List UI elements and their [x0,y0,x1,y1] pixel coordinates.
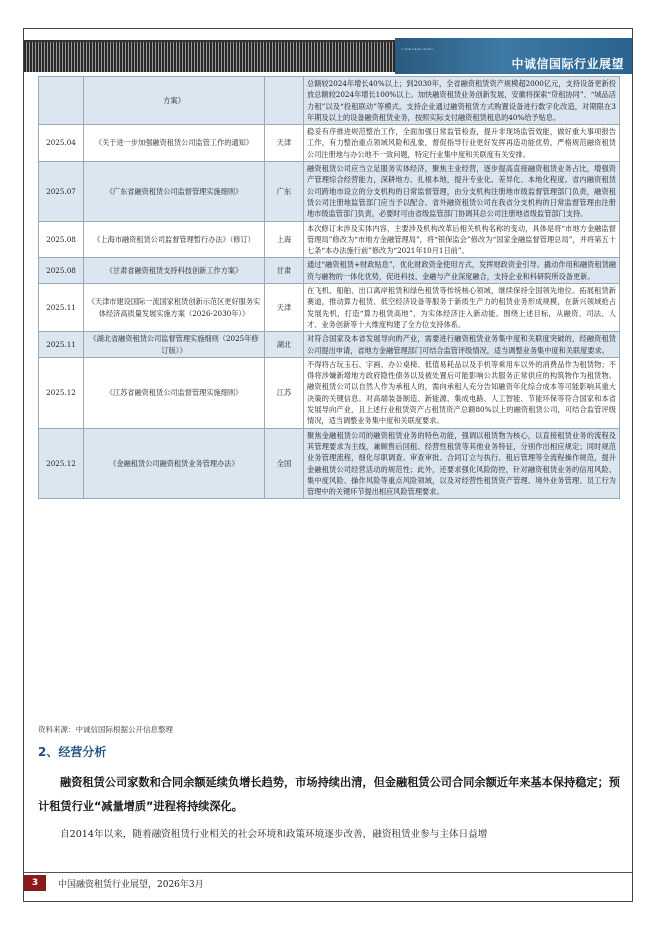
row-policy-name: 《江苏省融资租赁公司监督管理实施细则》 [84,357,265,428]
row-content: 通过“融资租赁+财政贴息”，优化财政资金使用方式，发挥财政资金引导、撬动作用和融资租赁融资与融物的一体化优势，促进科技、金融与产业深度融合，支持企业和科研院所设备更新。 [304,258,620,284]
table-row [39,221,620,258]
table-row [39,332,620,358]
row-policy-name: 《湖北省融资租赁公司监督管理实施细则（2025年修订版）》 [84,332,265,358]
section-title: 2、经营分析 [38,745,107,759]
page-number: 3 [24,875,46,891]
row-region: 上海 [265,221,304,258]
row-region [265,77,304,125]
row-policy-name: 《天津市建设国际一流国家租赁创新示范区更好服务实体经济高质量发展实施方案（2026-2030年）》 [84,284,265,332]
table-row [39,357,620,428]
row-date: 2025.11 [39,332,84,358]
row-date: 2025.08 [39,221,84,258]
footer-rule [24,872,632,873]
row-policy-name: 《甘肃省融资租赁支持科技创新工作方案》 [84,258,265,284]
row-content: 融资租赁公司应当立足服务实体经济，聚焦主业经营，逐步提高直接融资租赁业务占比，增强资产管理综合经营能力，深耕地方、扎根本地，提升专业化、差异化、本地化程度。省内融资租赁公司跨地市设立的分支机构的日常监督管理，由分支机构注册地市级监督管理部门负责，融资租赁公司注册地监管部门应当予以配合。省外融资租赁公司在我省分支机构的日常监督管理由注册地市级监管部门负责，必要时可由省级监管部门协调其总公司注册地省级监管部门支持。 [304,162,620,221]
row-region: 甘肃 [265,258,304,284]
row-date: 2025.11 [39,284,84,332]
row-content: 不得将古玩玉石、字画、办公桌椅、低值易耗品以及手机等乘用车以外的消费品作为租赁物；不得将涉嫌新增地方政府隐性债务以及被处置后可能影响公共服务正常供应的构筑物作为租赁物。融资租赁公司以自然人作为承租人的，需向承租人充分告知融资年化综合成本等可能影响其重大决策的关键信息。对高端装备制造、新能源、集成电路、人工智能、节能环保等符合国家和本省发展导向产业，且上述行业租赁资产占租赁资产总额80%以上的融资租赁公司，可结合监管评级情况，适当调整业务集中度和关联度要求。 [304,357,620,428]
row-region: 广东 [265,162,304,221]
row-policy-name: 《金融租赁公司融资租赁业务管理办法》 [84,428,265,499]
body-paragraph: 自2014年以来，随着融资租赁行业相关的社会环境和政策环境逐步改善，融资租赁业参与主体日益增 [60,829,488,840]
brand-title: 中诚信国际行业展望 [511,57,624,71]
row-content: 本次修订未涉及实体内容，主要涉及机构改革后相关机构名称的变动，具体是将“市地方金融监督管理局”修改为“市地方金融管理局”，将“银保监会”修改为“国家金融监督管理总局”，并将第五十七条“本办法施行前”修改为“2021年10月1日前”。 [304,221,620,258]
row-content: 聚焦金融租赁公司的融资租赁业务的特色功能，强调以租赁物为核心，以直接租赁业务的流程及其管理要求为主线，兼顾售后回租、经营性租赁等其他业务特征，分别作出相应规定；同时规范业务管理流程，细化尽职调查、审查审批、合同订立与执行、租后管理等全流程操作规范，提升金融租赁公司经营活动的规范性；此外，还要求强化风险防控，针对融资租赁业务的信用风险、集中度风险、操作风险等重点风险领域，以及对经营性租赁资产管理、境外业务管理、员工行为管理中的关键环节提出相应风险管理要求。 [304,428,620,499]
row-date: 2025.08 [39,258,84,284]
table-row [39,284,620,332]
policy-table [38,76,620,499]
summary-paragraph: 融资租赁公司家数和合同余额延续负增长趋势，市场持续出清，但金融租赁公司合同余额近年来基本保持稳定；预计租赁行业“减量增质”进程将持续深化。 [38,776,620,813]
row-region: 天津 [265,125,304,162]
row-policy-name: 《关于进一步加强融资租赁公司监管工作的通知》 [84,125,265,162]
row-date [39,77,84,125]
row-policy-name: 方案》 [84,77,265,125]
circuit-pattern-icon: ⋯⊶⋯⊷⋯⊶⋯ [401,46,434,53]
row-date: 2025.12 [39,428,84,499]
row-policy-name: 《广东省融资租赁公司监督管理实施细则》 [84,162,265,221]
header-brand-banner [395,38,632,74]
row-content: 在飞机、船舶、出口离岸租赁和绿色租赁等传统核心领域，继续保持全国领先地位。拓展租赁新赛道，推动算力租赁、低空经济设备等服务于新质生产力的租赁业务形成规模，在新兴领域抢占发展先机，打造“算力租赁高地”，为实体经济注入新动能。围绕上述目标，从融资、司法、人才、业务创新等十大维度构建了全方位支持体系。 [304,284,620,332]
row-content: 总额较2024年增长40%以上；到2030年，全省融资租赁资产规模超2000亿元，支持设备更新投放总额较2024年增长100%以上。加快融资租赁业务创新发展，安徽将探索“贷租协同”、“城品活力租”以及“投租联动”等模式。支持企业通过融资租赁方式购置设备进行数字化改造，对期限在3年期及以上的设备融资租赁业务，按照实际支付融资租赁租息的40%给予贴息。 [304,77,620,125]
row-region: 全国 [265,428,304,499]
row-region: 江苏 [265,357,304,428]
row-date: 2025.12 [39,357,84,428]
row-region: 湖北 [265,332,304,358]
row-content: 对符合国家及本省发展导向的产业，需要进行融资租赁业务集中度和关联度突破的，经融资租赁公司提出申请，省地方金融管理部门可结合监管评级情况，适当调整业务集中度和关联度要求。 [304,332,620,358]
table-row [39,258,620,284]
row-region: 天津 [265,284,304,332]
row-date: 2025.04 [39,125,84,162]
table-row [39,162,620,221]
footer-text: 中国融资租赁行业展望，2026年3月 [58,880,204,890]
source-note: 资料来源：中诚信国际根据公开信息整理 [38,725,173,734]
table-row [39,77,620,125]
row-content: 稳妥有序推进规范整治工作，全面加强日常监管检查，提升非现场监管效能，做好重大事项报告工作，有力整治重点领域风险和乱象，督促指导行业更好发挥再造功能优势，严格规范融资租赁公司注册地与办公地不一致问题，特定行业集中度和关联度有关安排。 [304,125,620,162]
row-date: 2025.07 [39,162,84,221]
row-policy-name: 《上海市融资租赁公司监督管理暂行办法》（修订） [84,221,265,258]
table-row [39,125,620,162]
table-row [39,428,620,499]
